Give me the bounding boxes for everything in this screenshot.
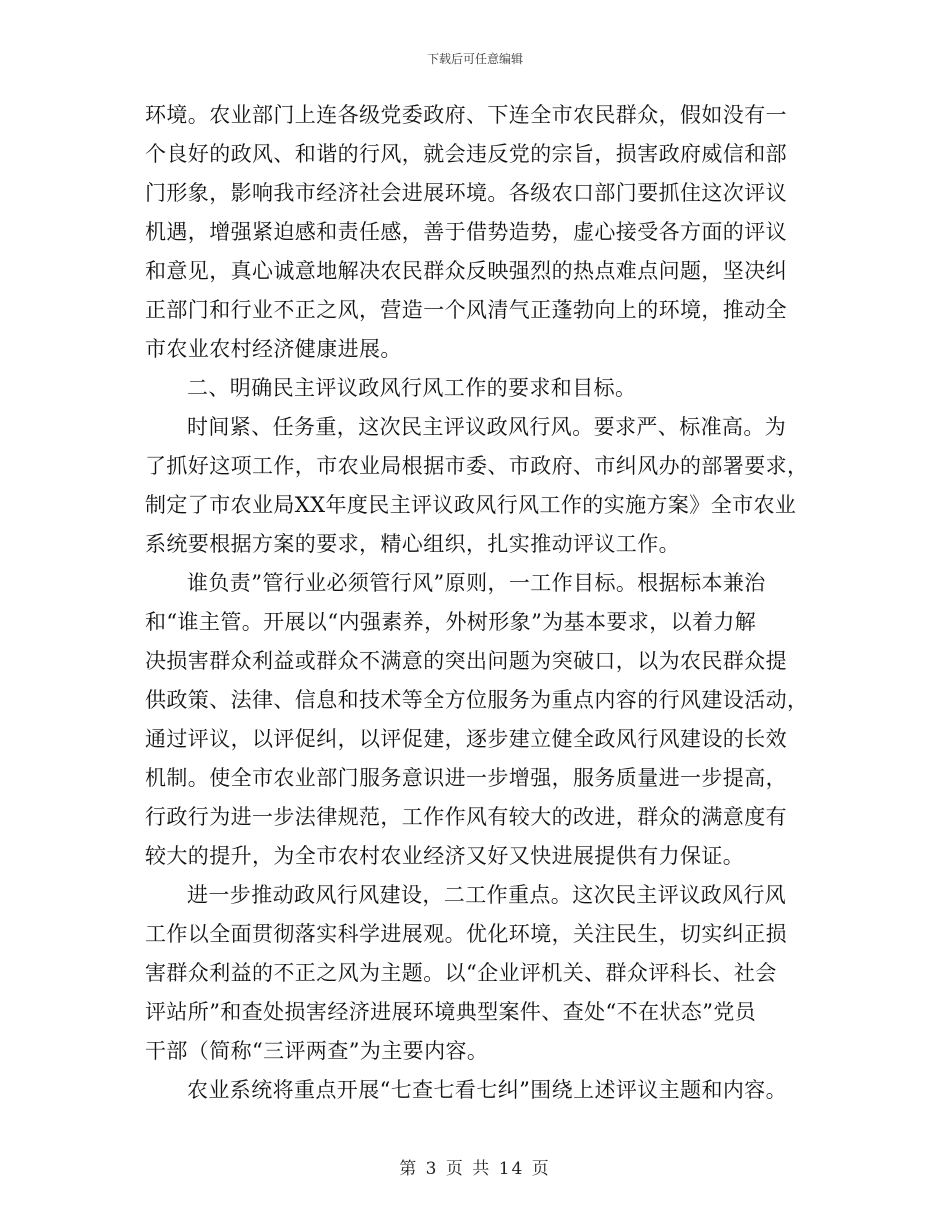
text-line: 害群众利益的不正之风为主题。以“企业评机关、群众评科长、社会: [145, 961, 777, 985]
text-line: 评站所”和查处损害经济进展环境典型案件、查处“不在状态”党员: [145, 1000, 757, 1024]
paragraph-first-line: 时间紧、任务重，这次民主评议政风行风。要求严、标准高。为: [187, 415, 787, 439]
text-line: 环境。农业部门上连各级党委政府、下连全市农民群众，假如没有一: [145, 103, 787, 127]
text-line: 和意见，真心诚意地解决农民群众反映强烈的热点难点问题，坚决纠: [145, 259, 787, 283]
text-line: 行政行为进一步法律规范，工作作风有较大的改进，群众的满意度有: [145, 805, 787, 829]
text-line: 了抓好这项工作，市农业局根据市委、市政府、市纠风办的部署要求，: [145, 454, 809, 478]
text-line: 个良好的政风、和谐的行风，就会违反党的宗旨，损害政府威信和部: [145, 142, 787, 166]
text-line: 工作以全面贯彻落实科学进展观。优化环境，关注民生，切实纠正损: [145, 922, 787, 946]
text-line: 供政策、法律、信息和技术等全方位服务为重点内容的行风建设活动，: [145, 688, 809, 712]
text-line: 机遇，增强紧迫感和责任感，善于借势造势，虚心接受各方面的评议: [145, 220, 787, 244]
text-line: 通过评议，以评促纠，以评促建，逐步建立健全政风行风建设的长效: [145, 727, 787, 751]
text-line: 正部门和行业不正之风，营造一个风清气正蓬勃向上的环境，推动全: [145, 298, 787, 322]
text-line: 较大的提升，为全市农村农业经济又好又快进展提供有力保证。: [145, 844, 745, 868]
document-body: [145, 96, 815, 1110]
text-line: 决损害群众利益或群众不满意的突出问题为突破口，以为农民群众提: [145, 649, 787, 673]
header-note: 下载后可任意编辑: [426, 52, 523, 66]
text-line: 系统要根据方案的要求，精心组织，扎实推动评议工作。: [145, 532, 680, 556]
text-line: 机制。使全市农业部门服务意识进一步增强，服务质量进一步提高，: [145, 766, 787, 790]
text-line: 门形象，影响我市经济社会进展环境。各级农口部门要抓住这次评议: [145, 181, 787, 205]
paragraph-first-line: 农业系统将重点开展“七查七看七纠”围绕上述评议主题和内容。: [187, 1078, 788, 1102]
text-line: 和“谁主管。开展以“内强素养，外树形象”为基本要求，以着力解: [145, 610, 757, 634]
text-line: 市农业农村经济健康进展。: [145, 337, 402, 361]
page-number-footer: 第 3 页 共 14 页: [399, 1159, 551, 1179]
paragraph-first-line: 二、明确民主评议政风行风工作的要求和目标。: [187, 376, 637, 400]
paragraph-first-line: 谁负责”管行业必须管行风”原则，一工作目标。根据标本兼治: [187, 571, 766, 595]
text-line: 干部（简称“三评两查”为主要内容。: [145, 1039, 489, 1063]
text-line: 制定了市农业局XX年度民主评议政风行风工作的实施方案》全市农业: [145, 493, 797, 517]
paragraph-first-line: 进一步推动政风行风建设，二工作重点。这次民主评议政风行风: [187, 883, 787, 907]
